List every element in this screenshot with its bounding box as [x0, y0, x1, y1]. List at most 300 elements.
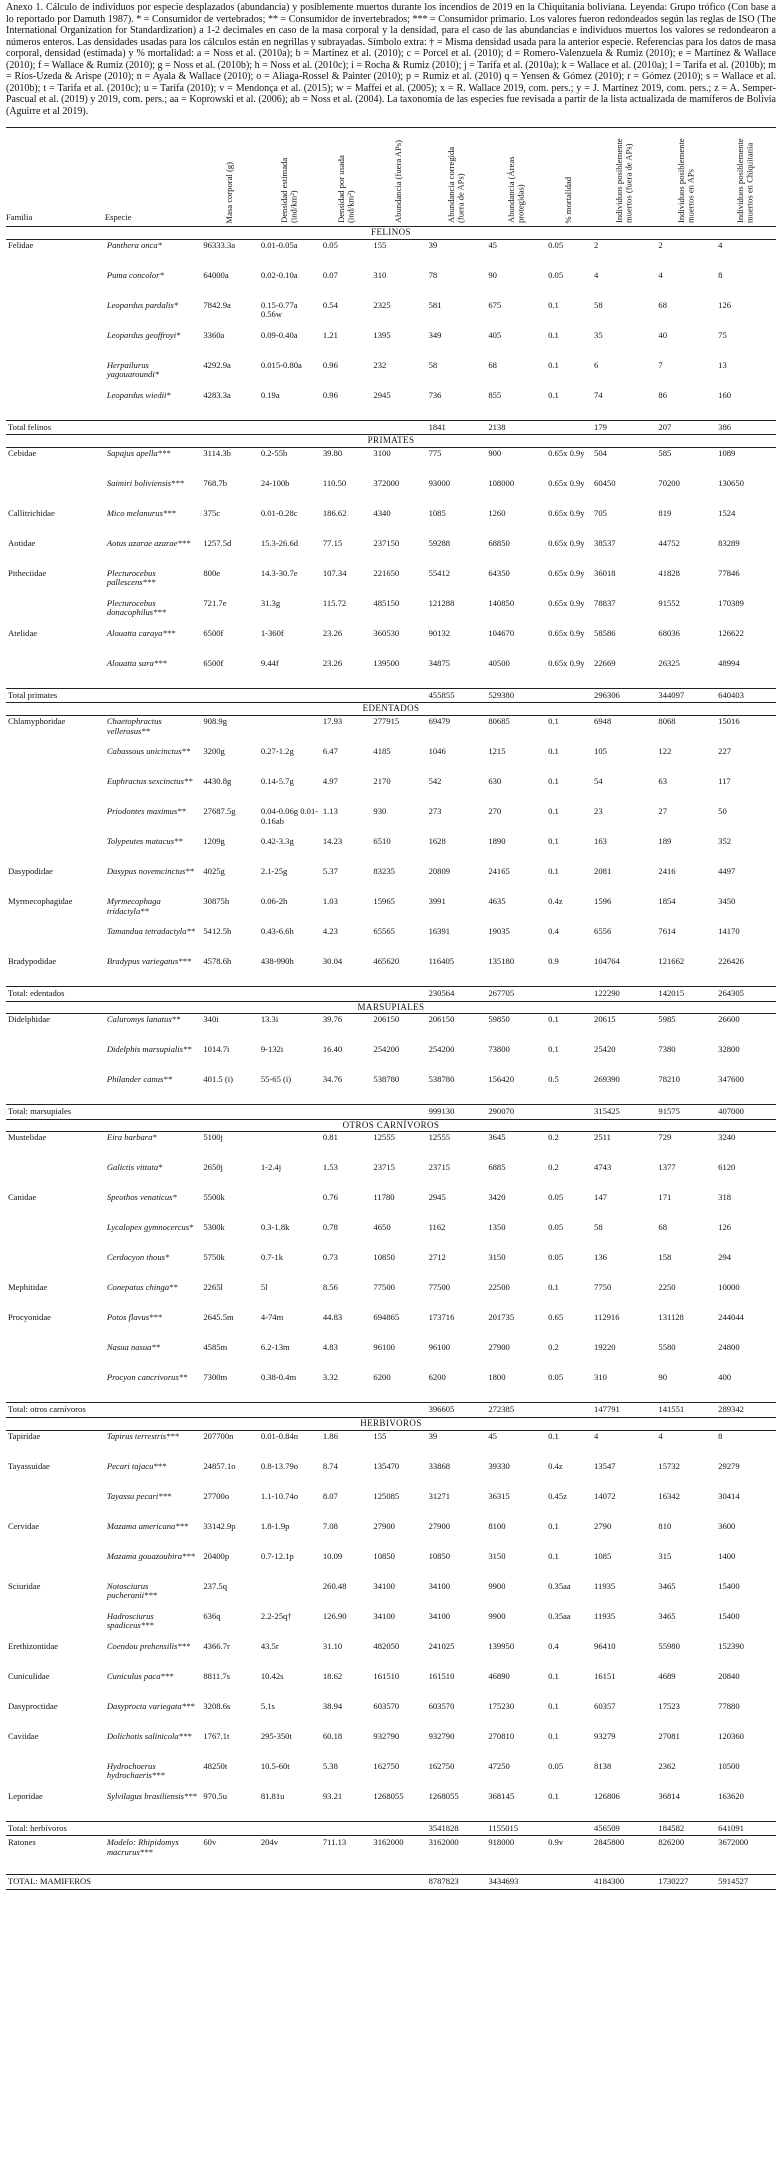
table-cell	[6, 1342, 105, 1372]
table-cell: Total: herbívoros	[6, 1821, 105, 1836]
table-cell	[105, 688, 202, 703]
table-cell: 4635	[488, 895, 506, 906]
table-cell: Total felinos	[6, 420, 105, 435]
table-cell: Pitheciidae	[8, 567, 47, 578]
table-cell	[259, 1403, 321, 1418]
table-cell: 55412	[428, 567, 451, 578]
table-row	[6, 1461, 776, 1491]
table-cell: 0.1	[548, 1044, 559, 1055]
table-cell: 63	[658, 775, 667, 786]
table-row	[6, 447, 776, 478]
table-cell: 1085	[594, 1550, 612, 1561]
table-cell: 10.5-60t	[260, 1760, 290, 1771]
table-cell	[546, 688, 592, 703]
table-cell: 405	[488, 329, 502, 340]
table-cell: 27	[658, 805, 667, 816]
table-cell: 721.7e	[203, 597, 227, 608]
table-cell: Euphractus sexcinctus**	[106, 775, 193, 786]
table-cell: Bradypus variegatus***	[106, 955, 192, 966]
table-row	[6, 1701, 776, 1731]
table-cell: 2265l	[203, 1282, 223, 1293]
table-cell: Hadrosciurus spadiceus***	[106, 1610, 154, 1631]
table-cell	[321, 688, 372, 703]
table-row	[6, 1162, 776, 1192]
table-cell: 0.015-0.80a	[260, 359, 302, 370]
table-cell: 58	[594, 1222, 603, 1233]
table-cell: 2650j	[203, 1162, 223, 1173]
table-cell: 136	[594, 1252, 607, 1263]
column-header: Densidad estimada (ind/km²)	[259, 128, 321, 227]
section-header-row	[6, 1119, 776, 1132]
table-cell: Dolichotis salinicola***	[106, 1730, 192, 1741]
table-cell: 160	[718, 389, 732, 400]
table-cell	[6, 1372, 105, 1403]
table-cell: 6885	[488, 1162, 506, 1173]
table-cell: 10500	[718, 1760, 740, 1771]
table-cell: 78	[428, 269, 438, 280]
table-cell: 147791	[592, 1403, 656, 1418]
table-cell: 0.65x 0.9y	[548, 447, 585, 458]
table-cell: 340i	[203, 1014, 219, 1025]
table-cell: 130650	[718, 477, 744, 488]
table-cell: 5750k	[203, 1252, 225, 1263]
table-cell: 175230	[488, 1700, 515, 1711]
table-cell: Canidae	[8, 1192, 37, 1203]
table-cell: Myrmecophagidae	[8, 895, 73, 906]
table-cell: 8.07	[322, 1490, 338, 1501]
table-cell: 122	[658, 745, 672, 756]
table-cell: 0.27-1.2g	[260, 745, 294, 756]
table-cell: Sciuridae	[8, 1580, 41, 1591]
table-cell: 1800	[488, 1372, 506, 1383]
table-cell: 15965	[373, 895, 395, 906]
table-cell	[201, 420, 258, 435]
section-header-row	[6, 435, 776, 448]
table-cell: 1767.1t	[203, 1730, 230, 1741]
table-cell: 93.21	[322, 1790, 343, 1801]
table-cell: 5100j	[203, 1132, 223, 1143]
table-cell: 2170	[373, 775, 391, 786]
table-cell: 27900	[428, 1520, 451, 1531]
table-cell: 2511	[594, 1132, 611, 1143]
table-cell	[371, 688, 426, 703]
table-cell: 20400p	[203, 1550, 230, 1561]
table-cell	[371, 420, 426, 435]
table-cell	[6, 300, 105, 330]
table-cell: 13	[718, 359, 727, 370]
table-cell: 6556	[594, 925, 612, 936]
table-cell: 31.3g	[260, 597, 281, 608]
table-cell: 254200	[428, 1044, 455, 1055]
table-cell: 179	[592, 420, 656, 435]
table-row	[6, 1074, 776, 1105]
table-cell: 34100	[428, 1580, 451, 1591]
table-cell: 0.1	[548, 715, 559, 726]
table-cell	[201, 1403, 258, 1418]
table-cell: 9900	[488, 1580, 506, 1591]
table-cell: 0.05	[548, 1192, 564, 1203]
table-cell: 1.03	[322, 895, 338, 906]
table-cell: 39.80	[322, 447, 343, 458]
table-row	[6, 1372, 776, 1403]
table-cell: 54	[594, 775, 603, 786]
table-row	[6, 715, 776, 746]
table-cell: Cuniculus paca***	[106, 1670, 174, 1681]
table-cell: 74	[594, 389, 603, 400]
table-cell: 2081	[594, 865, 612, 876]
table-cell: 0.4	[548, 1640, 559, 1651]
table-cell: 538780	[428, 1074, 455, 1085]
table-row	[6, 628, 776, 658]
table-cell: 23715	[428, 1162, 451, 1173]
table-cell: 158	[658, 1252, 672, 1263]
table-cell: 0.1	[548, 805, 559, 816]
table-cell: 1046	[428, 745, 446, 756]
table-cell: 3672000	[716, 1836, 776, 1875]
table-cell: 121288	[428, 597, 455, 608]
table-cell: 4743	[594, 1162, 612, 1173]
table-cell: 73800	[488, 1044, 510, 1055]
table-cell: 1.8-1.9p	[260, 1520, 290, 1531]
table-cell: 4	[718, 239, 723, 250]
table-cell: 33142.9p	[203, 1520, 236, 1531]
table-cell: 112916	[594, 1312, 620, 1323]
table-cell: 900	[488, 447, 502, 458]
table-cell: 20809	[428, 865, 451, 876]
table-cell: Tamandua tetradactyla**	[106, 925, 196, 936]
table-cell	[259, 1192, 321, 1222]
table-cell: 48250t	[203, 1760, 228, 1771]
table-cell: Leporidae	[8, 1790, 43, 1801]
table-cell: 675	[488, 299, 502, 310]
table-cell: 35	[594, 329, 603, 340]
section-title: PRIMATES	[6, 435, 776, 448]
table-cell: 230564	[427, 986, 487, 1001]
table-cell: 6	[594, 359, 599, 370]
table-cell: Saimiri boliviensis***	[106, 477, 184, 488]
table-cell: 970.5u	[203, 1790, 227, 1801]
table-cell: 39	[428, 1430, 438, 1441]
table-cell: Dasyprocta variegata***	[106, 1700, 195, 1711]
table-cell: 2325	[373, 299, 391, 310]
table-cell: 1628	[428, 835, 446, 846]
table-cell: 8068	[658, 715, 676, 726]
table-cell: 23.26	[322, 657, 343, 668]
table-cell	[201, 688, 258, 703]
table-cell: 0.14-5.7g	[260, 775, 294, 786]
table-cell: 55-65 (i)	[260, 1074, 292, 1085]
table-cell: 77.15	[322, 537, 343, 548]
table-cell: 241025	[428, 1640, 455, 1651]
table-cell: 0.1	[548, 775, 559, 786]
table-row	[6, 1222, 776, 1252]
table-cell: 4366.7r	[203, 1640, 230, 1651]
column-header: Familia	[6, 128, 105, 227]
table-cell	[321, 1875, 372, 1890]
table-cell: 3465	[658, 1580, 676, 1591]
table-cell: 711.13	[321, 1836, 372, 1875]
table-cell: Aotus azarae azarae***	[106, 537, 191, 548]
table-cell: 0.04-0.06g 0.01-0.16ab	[260, 805, 319, 826]
table-cell: 0.05	[548, 239, 564, 250]
table-row	[6, 776, 776, 806]
table-cell: 1209g	[203, 835, 225, 846]
table-cell	[371, 986, 426, 1001]
table-cell: 40	[658, 329, 667, 340]
table-cell: 86	[658, 389, 667, 400]
table-cell: 296306	[592, 688, 656, 703]
table-cell: 16342	[658, 1490, 680, 1501]
table-cell: 1268055	[428, 1790, 459, 1801]
table-cell: 932790	[428, 1730, 455, 1741]
table-cell: 3200g	[203, 745, 225, 756]
table-cell: Hydrochoerus hydrochaeris***	[106, 1760, 165, 1781]
table-cell: 315	[658, 1550, 672, 1561]
table-cell: 375c	[203, 507, 221, 518]
table-cell: 45	[488, 239, 497, 250]
table-cell: 295-350t	[260, 1730, 292, 1741]
table-cell: 93279	[594, 1730, 616, 1741]
table-cell: 4	[658, 1430, 663, 1441]
table-cell: 108000	[488, 477, 515, 488]
table-cell: 0.65x 0.9y	[548, 567, 585, 578]
table-cell: 91552	[658, 597, 680, 608]
table-cell: 15400	[718, 1580, 740, 1591]
table-cell: 10850	[373, 1550, 395, 1561]
table-cell: 59288	[428, 537, 451, 548]
table-cell: 96100	[428, 1342, 451, 1353]
table-cell: 8.56	[322, 1282, 338, 1293]
section-title: OTROS CARNÍVOROS	[6, 1119, 776, 1132]
table-cell: Didelphidae	[8, 1014, 50, 1025]
table-cell: 110.50	[322, 477, 347, 488]
table-row	[6, 1761, 776, 1791]
table-cell: 4	[594, 269, 599, 280]
table-cell: 60450	[594, 477, 616, 488]
table-cell	[259, 688, 321, 703]
table-cell: Dasyproctidae	[8, 1700, 58, 1711]
table-row	[6, 270, 776, 300]
table-row	[6, 1014, 776, 1045]
table-cell: 4185	[373, 745, 391, 756]
table-row	[6, 1312, 776, 1342]
table-cell: 0.09-0.40a	[260, 329, 298, 340]
table-cell: 5.1s	[260, 1700, 275, 1711]
table-cell: Eira barbara*	[106, 1132, 157, 1143]
table-cell: 41828	[658, 567, 680, 578]
table-cell: 39	[428, 239, 438, 250]
table-cell: 4650	[373, 1222, 391, 1233]
table-cell: 22500	[488, 1282, 510, 1293]
table-cell: 36315	[488, 1490, 510, 1501]
table-cell: 237.5q	[203, 1580, 227, 1591]
table-cell: Cerdocyon thous*	[106, 1252, 170, 1263]
table-row	[6, 568, 776, 598]
table-cell: Priodontes maximus**	[106, 805, 186, 816]
table-cell: 5.38	[322, 1760, 338, 1771]
table-cell: 68036	[658, 627, 680, 638]
table-cell: 8138	[594, 1760, 612, 1771]
table-cell: 34100	[373, 1610, 395, 1621]
table-cell: 26600	[718, 1014, 740, 1025]
table-cell	[546, 1875, 592, 1890]
column-header: Abundancia (fuera APs)	[371, 128, 426, 227]
table-cell: 14170	[718, 925, 740, 936]
table-cell: 7	[658, 359, 663, 370]
table-cell	[201, 986, 258, 1001]
table-cell: 267705	[486, 986, 546, 1001]
table-cell: 705	[594, 507, 607, 518]
table-cell: 24800	[718, 1342, 740, 1353]
table-cell: 3541828	[427, 1821, 487, 1836]
table-cell: 155	[373, 1430, 387, 1441]
table-cell: 5.37	[322, 865, 338, 876]
table-cell: 104670	[488, 627, 515, 638]
table-cell: 0.1	[548, 389, 559, 400]
table-cell: 581	[428, 299, 442, 310]
table-row	[6, 1791, 776, 1822]
table-cell: 90	[488, 269, 497, 280]
table-cell: 186.62	[322, 507, 347, 518]
table-cell	[6, 390, 105, 421]
table-cell: 0.01-0.84n	[260, 1430, 299, 1441]
column-header: Abundancia corregida (fuera de APs)	[427, 128, 487, 227]
table-cell: 3162000	[371, 1836, 426, 1875]
table-cell: 918000	[486, 1836, 546, 1875]
table-row	[6, 1611, 776, 1641]
table-cell: 45	[488, 1430, 497, 1441]
table-cell: 260.48	[322, 1580, 347, 1591]
column-header: Abundancia (Áreas protegidas)	[486, 128, 546, 227]
mammal-mortality-table	[6, 127, 776, 1890]
section-total-row	[6, 420, 776, 435]
table-cell: 482050	[373, 1640, 400, 1651]
table-cell: 0.8-13.79o	[260, 1460, 299, 1471]
table-cell: 23	[594, 805, 603, 816]
table-cell: TOTAL: MAMIFEROS	[6, 1875, 105, 1890]
table-cell: Alouatta sara***	[106, 657, 167, 668]
table-cell: 1162	[428, 1222, 446, 1233]
table-cell: Chlamyphoridae	[8, 715, 66, 726]
table-cell: 161510	[428, 1670, 455, 1681]
table-cell: 3150	[488, 1550, 506, 1561]
table-cell: 4.97	[322, 775, 338, 786]
table-cell: 0.1	[548, 1520, 559, 1531]
table-cell: 15400	[718, 1610, 740, 1621]
table-cell: 0.19a	[260, 389, 280, 400]
table-cell: 0.1	[548, 1014, 559, 1025]
table-cell: 11935	[594, 1610, 616, 1621]
table-cell: 171	[658, 1192, 672, 1203]
table-cell: 34100	[373, 1580, 395, 1591]
table-cell: 48994	[718, 657, 740, 668]
table-cell: 206150	[373, 1014, 400, 1025]
table-cell: 10850	[373, 1252, 395, 1263]
section-total-row	[6, 986, 776, 1001]
table-cell	[6, 1551, 105, 1581]
table-cell: 0.05	[548, 269, 564, 280]
table-cell: 4283.3a	[203, 389, 231, 400]
table-cell: 152390	[718, 1640, 744, 1651]
table-cell: 34100	[428, 1610, 451, 1621]
table-cell: 58	[594, 299, 603, 310]
table-cell: 4585m	[203, 1342, 228, 1353]
table-cell: Puma concolor*	[106, 269, 164, 280]
table-cell: Caviidae	[8, 1730, 39, 1741]
table-row	[6, 658, 776, 689]
table-cell: 3.32	[322, 1372, 338, 1383]
table-cell: 1596	[594, 895, 612, 906]
table-cell: 0.65	[548, 1312, 564, 1323]
table-cell: 1.21	[322, 329, 338, 340]
table-cell: 318	[718, 1192, 732, 1203]
table-cell: 7300m	[203, 1372, 228, 1383]
table-cell: 140850	[488, 597, 515, 608]
table-cell: 38537	[594, 537, 616, 548]
table-cell: 0.2	[548, 1132, 559, 1143]
table-cell	[6, 1222, 105, 1252]
table-cell: 6948	[594, 715, 612, 726]
table-cell	[105, 1875, 202, 1890]
table-cell: 8	[718, 1430, 723, 1441]
table-cell: Tapirus terrestris***	[106, 1430, 180, 1441]
column-header: Densidad por usada (ind/km²)	[321, 128, 372, 227]
table-cell: Panthera onca*	[106, 239, 162, 250]
table-cell	[259, 1105, 321, 1120]
table-cell	[371, 1105, 426, 1120]
table-row	[6, 538, 776, 568]
table-cell: 272385	[486, 1403, 546, 1418]
table-cell: 1155015	[486, 1821, 546, 1836]
section-total-row	[6, 1403, 776, 1418]
table-cell: 9-132i	[260, 1044, 284, 1055]
table-cell	[201, 1821, 258, 1836]
table-row	[6, 478, 776, 508]
table-cell: 207	[656, 420, 716, 435]
table-cell: 15.3-26.6d	[260, 537, 299, 548]
table-cell: 775	[428, 447, 442, 458]
table-cell: 352	[718, 835, 732, 846]
table-cell: 5300k	[203, 1222, 225, 1233]
table-cell: 11935	[594, 1580, 616, 1591]
table-cell: 29279	[718, 1460, 740, 1471]
table-cell: 456509	[592, 1821, 656, 1836]
table-cell	[201, 1875, 258, 1890]
table-cell: 2	[594, 239, 599, 250]
table-cell: 3162000	[427, 1836, 487, 1875]
table-cell: 2790	[594, 1520, 612, 1531]
table-cell	[259, 420, 321, 435]
table-cell	[546, 1403, 592, 1418]
table-cell: 36018	[594, 567, 616, 578]
table-cell: Leopardus pardalis*	[106, 299, 179, 310]
table-cell: 5914527	[716, 1875, 776, 1890]
table-cell: 83289	[718, 537, 740, 548]
table-cell: 32800	[718, 1044, 740, 1055]
table-cell: 19220	[594, 1342, 616, 1353]
table-cell: 277915	[373, 715, 400, 726]
table-cell: Alouatta caraya***	[106, 627, 176, 638]
table-cell: 0.54	[322, 299, 338, 310]
table-cell	[546, 1821, 592, 1836]
table-cell: 0.96	[322, 389, 338, 400]
table-row	[6, 390, 776, 421]
table-cell: 58586	[594, 627, 616, 638]
table-cell: 139500	[373, 657, 400, 668]
table-cell: 636q	[203, 1610, 221, 1621]
table-cell: Total: edentados	[6, 986, 105, 1001]
table-cell: 4	[658, 269, 663, 280]
